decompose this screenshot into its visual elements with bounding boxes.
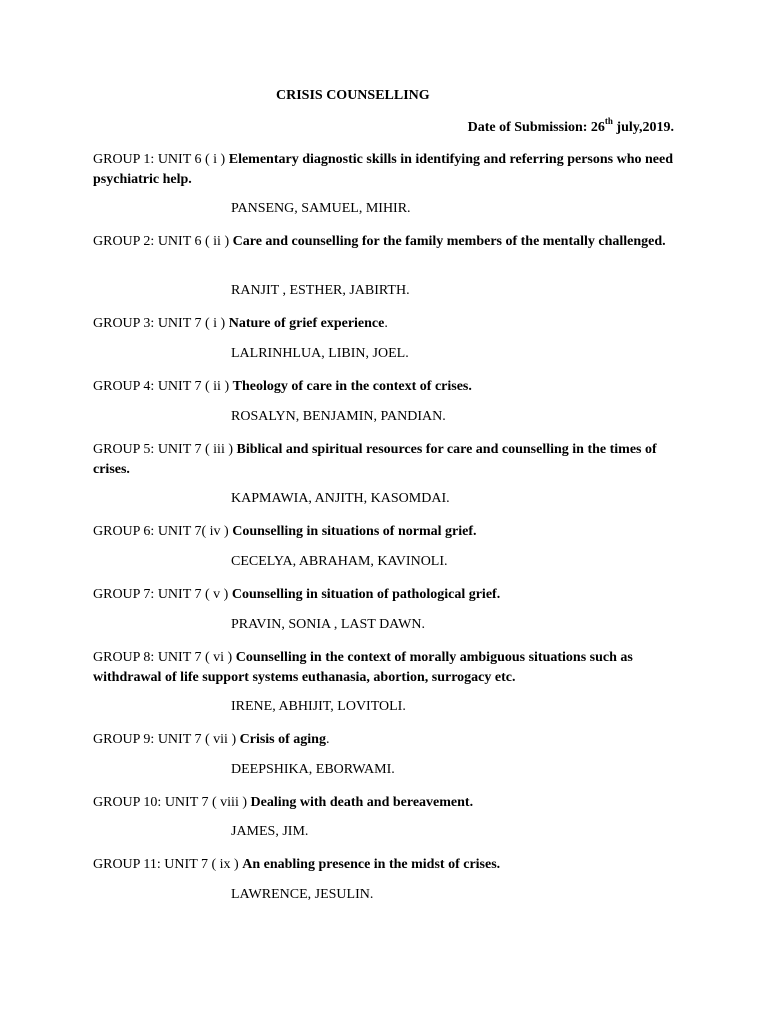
- group-topic: Nature of grief experience: [228, 316, 385, 331]
- group-heading: [93, 730, 683, 750]
- group-heading: [93, 855, 683, 875]
- group-members: JAMES, JIM.: [231, 824, 309, 839]
- group-unit: GROUP 6: UNIT 7( iv ): [93, 524, 233, 539]
- group-heading: [93, 232, 683, 252]
- group-heading: [93, 793, 683, 813]
- group-heading: [93, 150, 683, 190]
- group-members: CECELYA, ABRAHAM, KAVINOLI.: [231, 554, 448, 569]
- group-topic: An enabling presence in the midst of crises.: [242, 857, 501, 872]
- group-unit: GROUP 11: UNIT 7 ( ix ): [93, 857, 243, 872]
- group-heading: [93, 377, 683, 397]
- group-members: PRAVIN, SONIA , LAST DAWN.: [231, 617, 425, 632]
- group-members: PANSENG, SAMUEL, MIHIR.: [231, 201, 411, 216]
- group-topic: Elementary diagnostic skills in identifying and referring persons who need psychiatric help.: [93, 152, 674, 187]
- group-members: KAPMAWIA, ANJITH, KASOMDAI.: [231, 491, 450, 506]
- group-heading: [93, 585, 683, 605]
- group-members: ROSALYN, BENJAMIN, PANDIAN.: [231, 409, 446, 424]
- group-topic: Counselling in situation of pathological grief.: [231, 587, 501, 602]
- group-topic: Dealing with death and bereavement.: [250, 795, 474, 810]
- date-prefix: Date of Submission: 26: [467, 120, 605, 135]
- group-topic-tail: .: [384, 316, 388, 331]
- document-title: CRISIS COUNSELLING: [276, 88, 430, 103]
- group-members: IRENE, ABHIJIT, LOVITOLI.: [231, 699, 406, 714]
- group-members: RANJIT , ESTHER, JABIRTH.: [231, 283, 410, 298]
- date-superscript: th: [604, 116, 613, 127]
- group-heading: [93, 648, 683, 688]
- group-unit: GROUP 3: UNIT 7 ( i ): [93, 316, 229, 331]
- group-members: LALRINHLUA, LIBIN, JOEL.: [231, 346, 409, 361]
- group-members: DEEPSHIKA, EBORWAMI.: [231, 762, 395, 777]
- group-unit: GROUP 2: UNIT 6 ( ii ): [93, 234, 233, 249]
- group-topic: Biblical and spiritual resources for care and counselling in the times of crises.: [93, 442, 657, 477]
- group-unit: GROUP 7: UNIT 7 ( v ): [93, 587, 232, 602]
- group-unit: GROUP 9: UNIT 7 ( vii ): [93, 732, 240, 747]
- group-members: LAWRENCE, JESULIN.: [231, 887, 374, 902]
- group-topic: Counselling in situations of normal grief.: [232, 524, 477, 539]
- group-heading: [93, 440, 683, 480]
- group-topic: Care and counselling for the family members of the mentally challenged.: [232, 234, 666, 249]
- group-topic: Counselling in the context of morally ambiguous situations such as withdrawal of life support systems euthanasia, abortion, surrogacy etc.: [93, 650, 633, 685]
- group-unit: GROUP 10: UNIT 7 ( viii ): [93, 795, 251, 810]
- group-unit: GROUP 4: UNIT 7 ( ii ): [93, 379, 233, 394]
- group-unit: GROUP 5: UNIT 7 ( iii ): [93, 442, 237, 457]
- submission-date: [467, 116, 674, 136]
- group-topic: Theology of care in the context of crises.: [232, 379, 472, 394]
- group-unit: GROUP 1: UNIT 6 ( i ): [93, 152, 229, 167]
- group-heading: [93, 314, 683, 334]
- group-topic: Crisis of aging: [239, 732, 326, 747]
- group-unit: GROUP 8: UNIT 7 ( vi ): [93, 650, 236, 665]
- group-topic-tail: .: [325, 732, 330, 747]
- group-heading: [93, 522, 683, 542]
- date-suffix: july,2019.: [612, 120, 674, 135]
